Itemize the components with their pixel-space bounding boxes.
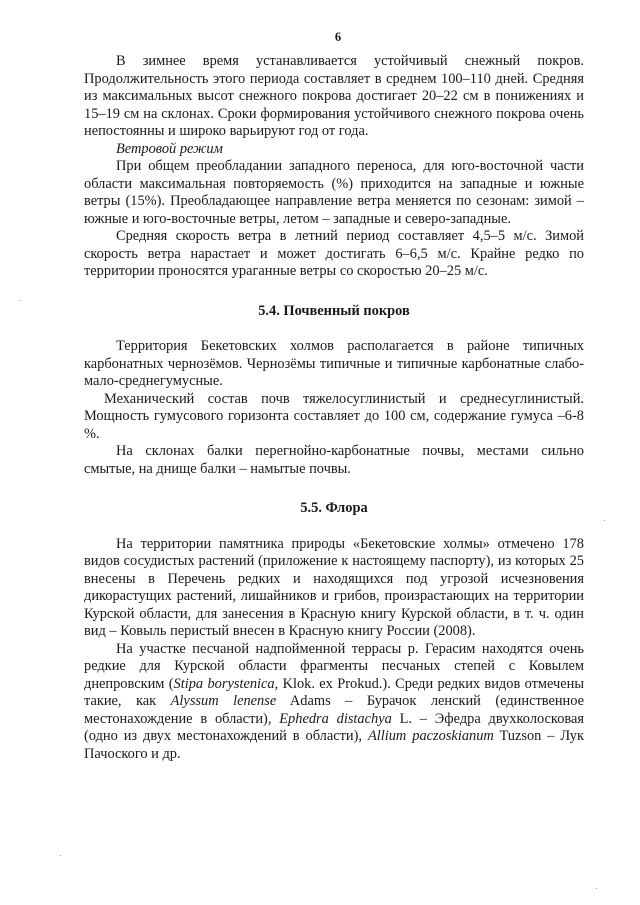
soil-section-title: 5.4. Почвенный покров: [258, 302, 410, 319]
snow-cover-paragraph: В зимнее время устанавливается устойчивый снежный покров. Продолжительность этого периода составляет в среднем 100–110 дней. Средняя из максимальных высот снежного покрова достигает 20–22 см в понижениях и 15–19 см на склонах. Сроки формирования устойчивого снежного покрова очень непостоянны и широко варьируют год от года.: [84, 53, 584, 139]
rare-species-text-1: На участке песчаной надпойменной террасы р. Герасим находятся очень редкие для Курской области фрагменты песчаных степей с Ковылем днепровским (: [84, 640, 584, 692]
slope-soils-paragraph: На склонах балки перегнойно-карбонатные почвы, местами сильно смытые, на днище балки – намытые почвы.: [84, 443, 584, 477]
species-name-stipa: Stipa borystenica: [173, 675, 275, 692]
soil-composition-paragraph: Механический состав почв тяжелосуглинистый и среднесуглинистый. Мощность гумусового горизонта составляет до 100 см, содержание гумуса –6-8 %.: [84, 390, 584, 442]
flora-overview-paragraph: На территории памятника природы «Бекетовские холмы» отмечено 178 видов сосудистых растений (приложение к настоящему паспорту), из которых 25 внесены в Перечень редких и находящихся под угрозой исчезновения дикорастущих растений, лишайников и грибов, произрастающих на территории Курской области, для занесения в Красную книгу Курской области, в т. ч. один вид – Ковыль перистый внесен в Красную книгу России (2008).: [84, 535, 584, 639]
scan-speck: [60, 855, 61, 856]
scan-speck: [20, 300, 21, 301]
species-name-allium: Allium paczoskianum: [367, 728, 494, 744]
wind-speed-paragraph: Средняя скорость ветра в летний период составляет 4,5–5 м/с. Зимой скорость ветра нарастает и может достигать 6–6,5 м/с. Крайне редко по территории проносятся ураганные ветры со скоростью 20–25 м/с.: [84, 228, 584, 279]
species-name-ephedra: Ephedra distachya: [279, 710, 392, 727]
scan-speck: [596, 888, 597, 889]
rare-species-text-2: , Klok. ex Prokud.). Среди редких видов отмечены такие, как: [84, 675, 585, 709]
page-number: 6: [334, 30, 342, 44]
wind-regime-heading: Ветровой режим: [116, 140, 223, 157]
scan-speck: [604, 520, 605, 521]
rare-species-text-4: L. – Эфедра двухколосковая (одно из двух местонахождений в области),: [84, 710, 585, 744]
wind-directions-paragraph: При общем преобладании западного переноса, для юго-восточной части области максимальная повторяемость (%) приходится на западные и южные ветры (15%). Преобладающее направление ветра меняется по сезонам: зимой – южные и юго-восточные ветры, летом – западные и северо-западные.: [84, 158, 584, 227]
rare-species-text-3: Adams – Бурачок ленский (единственное местонахождение в области),: [84, 693, 584, 727]
soil-type-paragraph: Территория Бекетовских холмов располагается в районе типичных карбонатных чернозёмов. Чернозёмы типичные и типичные карбонатные слабо-мало-среднегумусные.: [84, 338, 584, 389]
flora-section-title: 5.5. Флора: [300, 500, 368, 516]
species-name-alyssum: Alyssum lenense: [170, 693, 277, 709]
rare-species-paragraph: [84, 641, 584, 764]
rare-species-text-5: Tuzson – Лук Пачоского и др.: [84, 728, 584, 762]
